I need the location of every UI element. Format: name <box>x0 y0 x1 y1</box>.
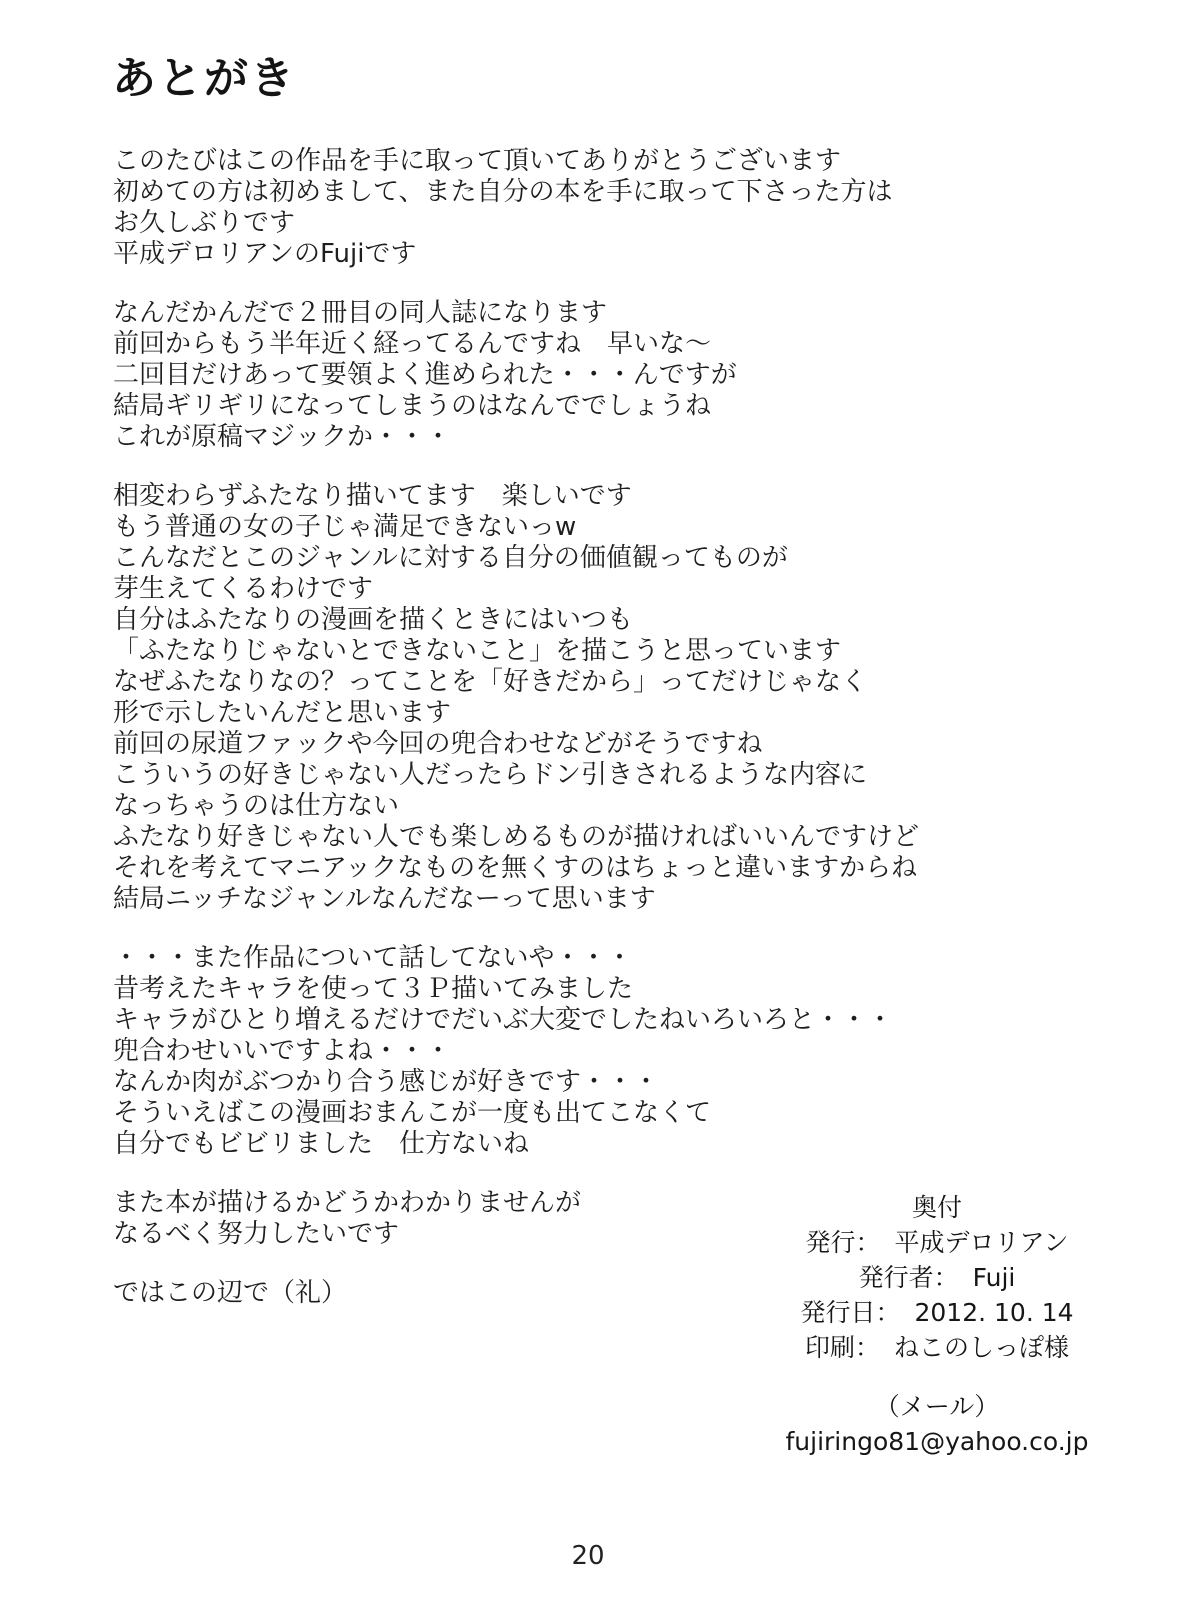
text-line: なっちゃうのは仕方ない <box>113 791 400 821</box>
text-line: 兜合わせいいですよね・・・ <box>113 1036 452 1066</box>
page-title: あとがき <box>112 53 296 104</box>
text-line: もう普通の女の子じゃ満足できないっw <box>113 512 577 542</box>
text-line: 初めての方は初めまして、また自分の本を手に取って下さった方は <box>113 177 893 207</box>
text-line: キャラがひとり増えるだけでだいぶ大変でしたねいろいろと・・・ <box>113 1005 894 1035</box>
page-number: 20 <box>571 1541 605 1571</box>
text-line: こういうの好きじゃない人だったらドン引きされるような内容に <box>113 760 868 790</box>
colophon-heading: 奥付 <box>911 1193 962 1222</box>
colophon-row-printer <box>737 1330 1137 1365</box>
colophon-row-publisher <box>737 1225 1137 1260</box>
text-line: 平成デロリアンのFujiです <box>113 239 417 269</box>
text-line: それを考えてマニアックなものを無くすのはちょっと違いますからね <box>113 853 918 883</box>
text-line: これが原稿マジックか・・・ <box>113 422 452 452</box>
text-line: 結局ニッチなジャンルなんだなーって思います <box>113 884 656 914</box>
colophon-label: 印刷： <box>804 1333 880 1362</box>
text-line: ふたなり好きじゃない人でも楽しめるものが描ければいいんですけど <box>113 822 920 852</box>
colophon-value: 2012. 10. 14 <box>914 1298 1074 1327</box>
text-line: 前回の尿道ファックや今回の兜合わせなどがそうですね <box>113 729 763 759</box>
text-line: 昔考えたキャラを使って３Ｐ描いてみました <box>113 974 634 1004</box>
afterword-body <box>113 146 919 1337</box>
paragraph <box>113 298 919 453</box>
colophon-label: 発行： <box>805 1228 881 1257</box>
text-line: ではこの辺で（礼） <box>113 1278 348 1308</box>
text-line: このたびはこの作品を手に取って頂いてありがとうございます <box>113 146 842 176</box>
text-line: 自分でもビビリました 仕方ないね <box>113 1129 530 1159</box>
paragraph <box>113 146 919 270</box>
text-line: 芽生えてくるわけです <box>113 574 374 604</box>
colophon <box>737 1190 1137 1459</box>
colophon-row-author <box>737 1260 1137 1295</box>
text-line: なんだかんだで２冊目の同人誌になります <box>113 298 608 328</box>
email-address: fujiringo81@yahoo.co.jp <box>785 1427 1089 1456</box>
text-line: 自分はふたなりの漫画を描くときにはいつも <box>113 605 634 635</box>
text-line: そういえばこの漫画おまんこが一度も出てこなくて <box>113 1098 712 1128</box>
text-line: なるべく努力したいです <box>113 1219 400 1249</box>
paragraph <box>113 481 919 915</box>
text-line: お久しぶりです <box>113 208 296 238</box>
colophon-mail-block <box>737 1389 1137 1459</box>
text-line: 「ふたなりじゃないとできないこと」を描こうと思っています <box>113 636 842 666</box>
mail-label: （メール） <box>874 1392 1000 1421</box>
text-line: なんか肉がぶつかり合う感じが好きです・・・ <box>113 1067 660 1097</box>
text-line: 結局ギリギリになってしまうのはなんででしょうね <box>113 391 712 421</box>
text-line: 二回目だけあって要領よく進められた・・・んですが <box>113 360 737 390</box>
text-line: 前回からもう半年近く経ってるんですね 早いな～ <box>113 329 712 359</box>
colophon-value: ねこのしっぽ様 <box>894 1333 1070 1362</box>
colophon-label: 発行日： <box>800 1298 901 1327</box>
text-line: 相変わらずふたなり描いてます 楽しいです <box>113 481 632 511</box>
colophon-value: 平成デロリアン <box>894 1228 1069 1257</box>
paragraph <box>113 943 919 1160</box>
text-line: 形で示したいんだと思います <box>113 698 452 728</box>
text-line: こんなだとこのジャンルに対する自分の価値観ってものが <box>113 543 788 573</box>
text-line: なぜふたなりなの？ってことを「好きだから」ってだけじゃなく <box>113 667 868 697</box>
text-line: ・・・また作品について話してないや・・・ <box>113 943 633 973</box>
colophon-value: Fuji <box>972 1263 1016 1292</box>
colophon-label: 発行者： <box>858 1263 959 1292</box>
text-line: また本が描けるかどうかわかりませんが <box>113 1188 582 1218</box>
colophon-row-date <box>737 1295 1137 1330</box>
